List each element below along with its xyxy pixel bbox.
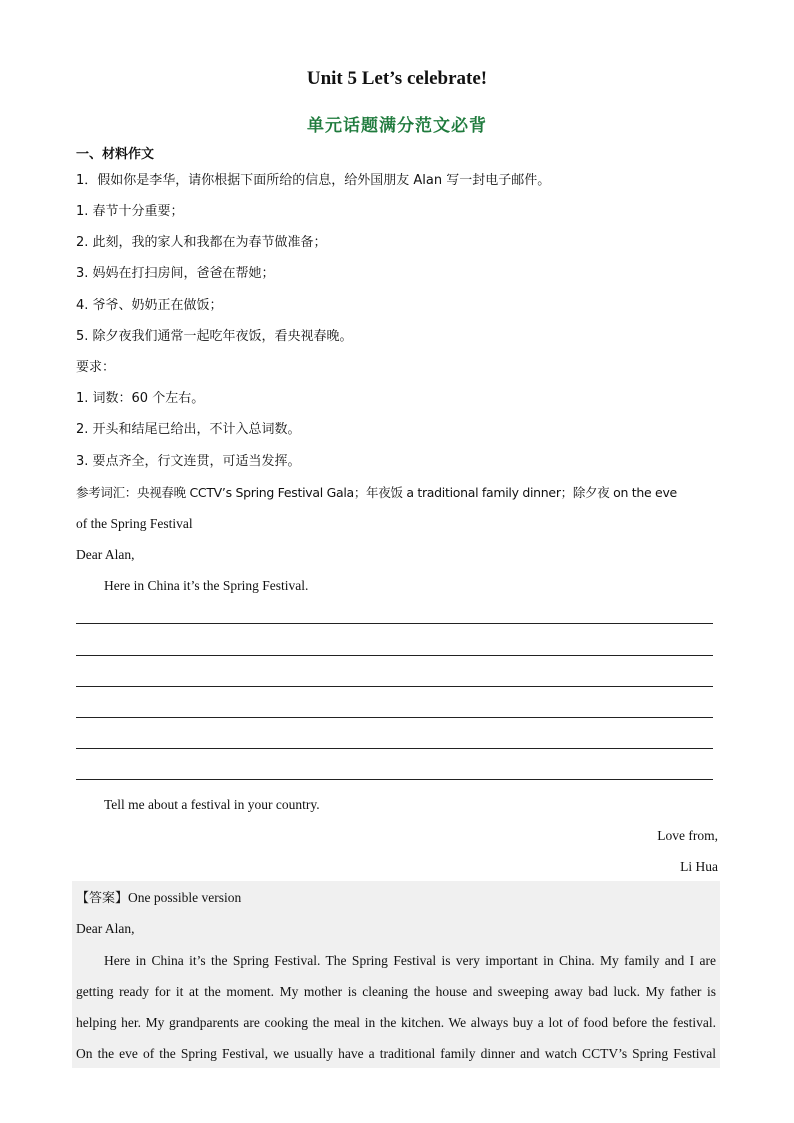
letter-signature: Li Hua (680, 859, 718, 874)
answer-heading (76, 889, 241, 908)
writing-line (76, 779, 713, 780)
section-heading: 一、材料作文 (76, 147, 155, 162)
letter-closing-sentence: Tell me about a festival in your country. (104, 797, 320, 812)
requirement-item: 1. 词数：60 个左右。 (76, 391, 205, 406)
answer-line: helping her. My grandparents are cooking the meal in the kitchen. We always buy a lot of food before the festival. (76, 1015, 716, 1030)
point-item: 3. 妈妈在打扫房间，爸爸在帮她； (76, 266, 275, 281)
answer-label: 【答案】 (76, 891, 129, 906)
vocab-line: 参考词汇：央视春晚 CCTV’s Spring Festival Gala；年夜饭 a traditional family dinner；除夕夜 on the eve (76, 485, 677, 500)
answer-line: On the eve of the Spring Festival, we usually have a traditional family dinner and watch CCTV’s Spring Festival (76, 1046, 716, 1061)
point-item: 5. 除夕夜我们通常一起吃年夜饭，看央视春晚。 (76, 329, 353, 344)
answer-label-text: One possible version (128, 890, 242, 905)
requirement-item: 3. 要点齐全，行文连贯，可适当发挥。 (76, 454, 301, 469)
point-item: 4. 爷爷、奶奶正在做饭； (76, 298, 223, 313)
page-subtitle: 单元话题满分范文必背 (307, 116, 487, 136)
answer-greeting: Dear Alan, (76, 921, 135, 936)
letter-signoff: Love from, (657, 828, 718, 843)
letter-opening: Here in China it’s the Spring Festival. (104, 578, 309, 593)
writing-line (76, 748, 713, 749)
page-title: Unit 5 Let’s celebrate! (306, 68, 488, 89)
answer-line: getting ready for it at the moment. My mother is cleaning the house and sweeping away bad luck. My father is (76, 984, 716, 999)
writing-line (76, 686, 713, 687)
writing-line (76, 655, 713, 656)
letter-greeting: Dear Alan, (76, 547, 135, 562)
point-item: 2. 此刻，我的家人和我都在为春节做准备； (76, 235, 327, 250)
requirements-label: 要求： (76, 360, 116, 375)
answer-box (72, 881, 720, 1068)
answer-line: Here in China it’s the Spring Festival. The Spring Festival is very important in China. My family and I are (104, 953, 716, 968)
vocab-line-cont: of the Spring Festival (76, 516, 193, 531)
prompt-text: 1．假如你是李华，请你根据下面所给的信息，给外国朋友 Alan 写一封电子邮件。 (76, 173, 551, 188)
point-item: 1. 春节十分重要； (76, 204, 184, 219)
requirement-item: 2. 开头和结尾已给出，不计入总词数。 (76, 422, 301, 437)
writing-line (76, 717, 713, 718)
writing-line (76, 623, 713, 624)
